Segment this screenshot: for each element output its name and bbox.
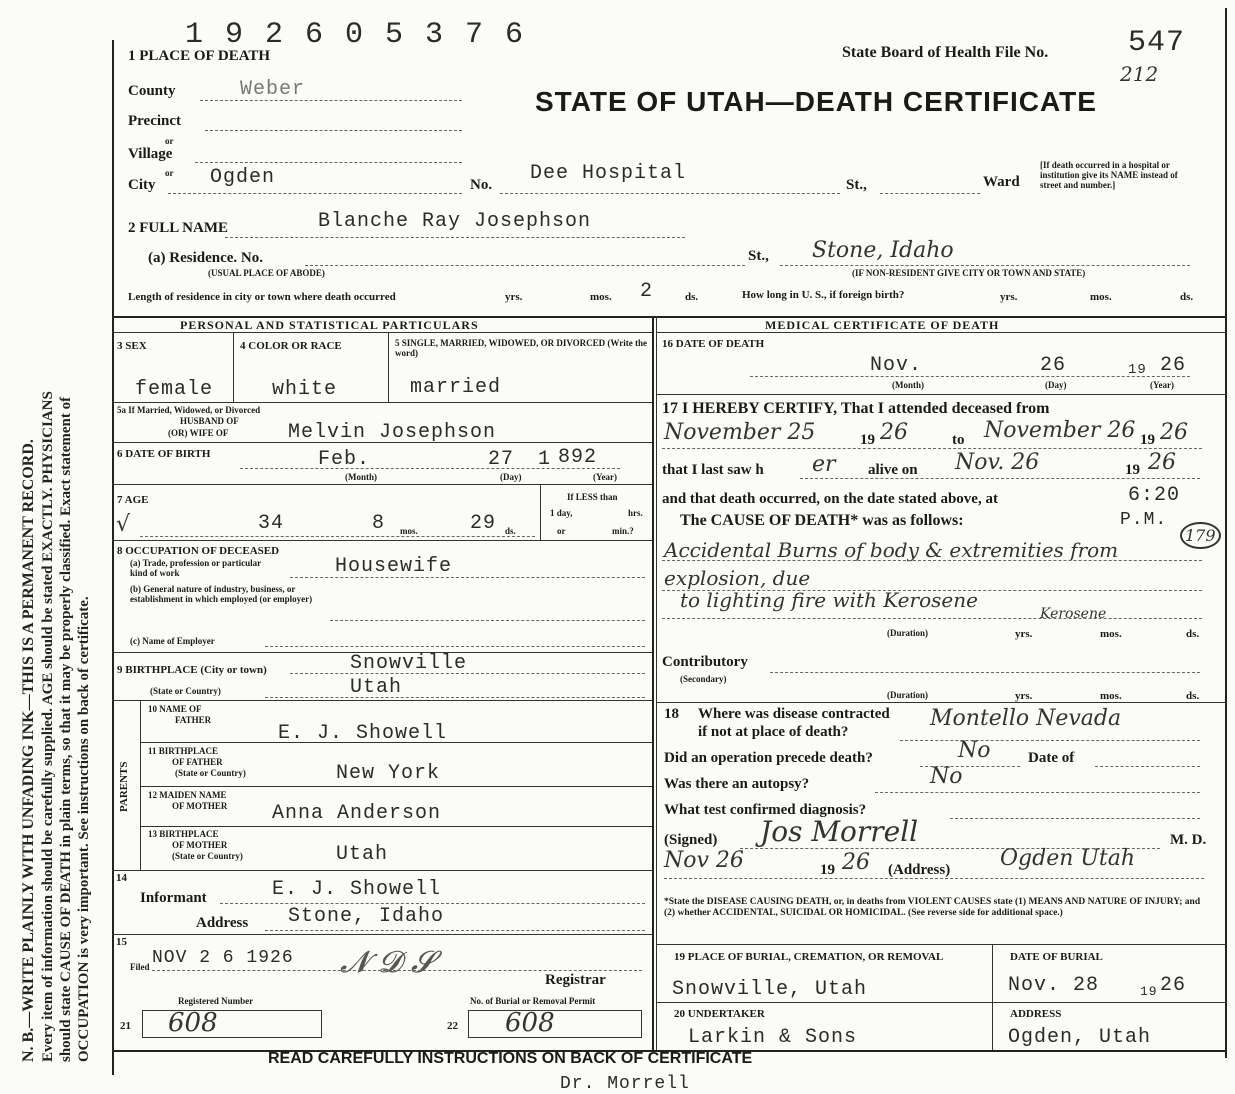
undertaker-address-value: Ogden, Utah [1008, 1026, 1152, 1049]
ward-label: Ward [983, 174, 1020, 190]
place-of-death-label: 1 PLACE OF DEATH [128, 48, 271, 64]
length-residence-label: Length of residence in city or town where death occurred [128, 291, 396, 303]
side-note-line2: Every item of information should be carefully supplied. AGE should be stated EXACTLY. PHYSICIANS [40, 391, 56, 1062]
informant-address-value: Stone, Idaho [288, 905, 445, 928]
file-sub-number: 212 [1120, 62, 1159, 86]
age-ds-label: ds. [505, 526, 516, 536]
residence-sub: (USUAL PLACE OF ABODE) [208, 268, 325, 278]
or-label: or [557, 526, 566, 536]
birthplace-state-label: (State or Country) [150, 686, 221, 696]
county-value: Weber [240, 78, 306, 101]
operation-label: Did an operation precede death? [664, 750, 873, 766]
dob-year-lbl: (Year) [593, 472, 617, 482]
physician-signature: Jos Morrell [760, 815, 919, 848]
undertaker-label: 20 UNDERTAKER [674, 1008, 765, 1020]
dob-month: Feb. [318, 448, 371, 471]
lessthan-1: If LESS than [567, 492, 618, 502]
informant-address-label: Address [196, 915, 249, 931]
burial-index: 22 [447, 1020, 458, 1032]
autopsy-value: No [930, 764, 963, 789]
lastsaw-suffix: er [812, 452, 836, 477]
sex-value: female [135, 378, 214, 401]
dod-day: 26 [1040, 354, 1067, 377]
spouse-label-1: 5a If Married, Widowed, or Divorced [117, 405, 261, 415]
mother-label-1: 12 MAIDEN NAME [148, 790, 227, 800]
burial-place-value: Snowville, Utah [672, 978, 868, 1001]
residence-mos-value: 2 [640, 280, 654, 303]
undertaker-value: Larkin & Sons [688, 1026, 858, 1049]
side-note-line4: OCCUPATION is very important. See instructions on back of certificate. [76, 596, 92, 1062]
operation-value: No [958, 738, 991, 763]
hospital-value: Dee Hospital [530, 162, 687, 185]
footer-doctor: Dr. Morrell [560, 1074, 690, 1094]
ds-label: ds. [685, 291, 699, 303]
dob-month-lbl: (Month) [345, 472, 377, 482]
signed-label: (Signed) [664, 832, 718, 848]
filed-num: 15 [116, 936, 127, 948]
cause-code: 179 [1180, 522, 1221, 549]
dod-month: Nov. [870, 354, 923, 377]
contributory-label: Contributory [662, 654, 748, 670]
spouse-value: Melvin Josephson [288, 421, 497, 444]
mos-lbl-2: mos. [1100, 690, 1122, 702]
us-label: How long in U. S., if foreign birth? [742, 289, 905, 301]
age-years: 34 [258, 512, 285, 535]
burial-num-label: No. of Burial or Removal Permit [470, 996, 596, 1006]
lessthan-2: 1 day, [550, 508, 573, 518]
to-year-prefix: 19 [1140, 432, 1155, 448]
alive-year: 26 [1148, 450, 1176, 475]
father-value: E. J. Showell [278, 722, 448, 745]
dod-year: 26 [1160, 354, 1187, 377]
cause-label: The CAUSE OF DEATH* was as follows: [680, 512, 964, 529]
file-label: State Board of Health File No. [842, 44, 1049, 61]
city-value: Ogden [210, 166, 276, 189]
mos-lbl-1: mos. [1100, 628, 1122, 640]
death-time: 6:20 [1128, 484, 1181, 507]
secondary-label: (Secondary) [680, 674, 727, 684]
employer-label: (c) Name of Employer [130, 636, 215, 646]
father-bp-label-1: 11 BIRTHPLACE [148, 746, 218, 756]
full-name-label: 2 FULL NAME [128, 220, 229, 236]
ds-lbl-1: ds. [1186, 628, 1200, 640]
nonresident-note: (IF NON-RESIDENT GIVE CITY OR TOWN AND STATE) [852, 268, 1086, 278]
date-of-label: Date of [1028, 750, 1075, 766]
min-label: min.? [612, 526, 634, 536]
burial-date-label: DATE OF BURIAL [1010, 951, 1103, 963]
duration-lbl-2: (Duration) [887, 690, 928, 700]
to-year: 26 [1160, 420, 1188, 445]
mother-bp-value: Utah [336, 843, 389, 866]
q18-label-1: Where was disease contracted [698, 706, 890, 722]
signed-date: Nov 26 [664, 848, 744, 873]
dob-day-lbl: (Day) [500, 472, 522, 482]
dod-label: 16 DATE OF DEATH [662, 338, 765, 350]
age-months: 8 [372, 512, 386, 535]
burial-permit-number: 608 [505, 1008, 555, 1038]
color-value: white [272, 378, 338, 401]
alive-on: Nov. 26 [955, 450, 1040, 475]
side-note-line3: should state CAUSE OF DEATH in plain terms, so that it may be properly classified. Exact statement of [58, 396, 74, 1062]
dod-day-lbl: (Day) [1045, 380, 1067, 390]
father-bp-label-2: OF FATHER [172, 757, 223, 767]
from-year-prefix: 19 [860, 432, 875, 448]
certificate-title: STATE OF UTAH—DEATH CERTIFICATE [535, 86, 1097, 117]
father-bp-label-3: (State or Country) [175, 768, 246, 778]
informant-value: E. J. Showell [272, 878, 442, 901]
full-name-value: Blanche Ray Josephson [318, 210, 592, 233]
yrs-lbl-2: yrs. [1015, 690, 1033, 702]
yrs-label-2: yrs. [1000, 291, 1018, 303]
sex-label: 3 SEX [117, 340, 147, 352]
attended-to: November 26 [984, 418, 1136, 443]
village-label: Village [128, 146, 173, 162]
medical-header: MEDICAL CERTIFICATE OF DEATH [765, 318, 1000, 332]
dod-year-lbl: (Year) [1150, 380, 1174, 390]
duration-lbl-1: (Duration) [887, 628, 928, 638]
mos-label: mos. [590, 291, 612, 303]
mother-value: Anna Anderson [272, 802, 442, 825]
mother-label-2: OF MOTHER [172, 801, 228, 811]
dob-label: 6 DATE OF BIRTH [117, 448, 211, 460]
occupation-label-a: (a) Trade, profession or particular kind of work [130, 558, 261, 578]
q18-label-2: if not at place of death? [698, 724, 849, 740]
serial-number: 1 9 2 6 0 5 3 7 6 [185, 18, 526, 52]
signed-year-prefix: 19 [820, 862, 835, 878]
occupation-label-b: (b) General nature of industry, business, or establishment in which employed (or employer) [130, 584, 313, 604]
q18-value: Montello Nevada [930, 706, 1122, 731]
from-year: 26 [880, 420, 908, 445]
burial-place-label: 19 PLACE OF BURIAL, CREMATION, OR REMOVAL [674, 951, 944, 963]
occupation-value: Housewife [335, 555, 453, 578]
marital-value: married [410, 376, 502, 399]
reg-index: 21 [120, 1020, 131, 1032]
age-check: √ [116, 512, 131, 537]
father-bp-value: New York [336, 762, 441, 785]
informant-label: Informant [140, 890, 207, 906]
autopsy-label: Was there an autopsy? [664, 776, 810, 792]
registrar-signature: 𝓝 𝓓 𝓢 [340, 945, 435, 980]
reg-num-label: Registered Number [178, 996, 254, 1006]
registered-number: 608 [168, 1008, 218, 1038]
cause-line-2: to lighting fire with Kerosene [680, 588, 978, 612]
q18-num: 18 [664, 706, 679, 722]
ward-note: [If death occurred in a hospital or institution give its NAME instead of street and number.] [1040, 160, 1178, 190]
dob-day: 27 [488, 448, 515, 471]
filed-value: NOV 2 6 1926 [152, 948, 294, 968]
city-label: City [128, 177, 156, 193]
cause-line-1: Accidental Burns of body & extremities from explosion, due [664, 538, 1119, 590]
side-note-line1: N. B.—WRITE PLAINLY WITH UNFADING INK—THIS IS A PERMANENT RECORD. [20, 439, 37, 1062]
color-label: 4 COLOR OR RACE [240, 340, 342, 352]
physician-address: Ogden Utah [1000, 846, 1136, 871]
precinct-label: Precinct [128, 113, 182, 129]
residence-label: (a) Residence. No. [148, 250, 263, 266]
dod-month-lbl: (Month) [892, 380, 924, 390]
alive-label: alive on [868, 462, 918, 478]
alive-year-prefix: 19 [1125, 462, 1140, 478]
hrs-label: hrs. [628, 508, 643, 518]
ds-lbl-2: ds. [1186, 690, 1200, 702]
cause-line-3: Kerosene [1040, 606, 1107, 622]
undertaker-address-label: ADDRESS [1010, 1008, 1062, 1020]
father-label-2: FATHER [175, 715, 212, 725]
dob-year: 892 [558, 446, 598, 469]
birthplace-city: Snowville [350, 652, 468, 675]
residence-st-label: St., [748, 248, 769, 264]
informant-num: 14 [116, 872, 127, 884]
father-label-1: 10 NAME OF [148, 704, 202, 714]
footer-instructions: READ CAREFULLY INSTRUCTIONS ON BACK OF CERTIFICATE [268, 1050, 753, 1067]
birthplace-state: Utah [350, 676, 403, 699]
marital-label: 5 SINGLE, MARRIED, WIDOWED, OR DIVORCED (Write the word) [395, 338, 647, 358]
filed-label: Filed [130, 962, 150, 972]
yrs-lbl-1: yrs. [1015, 628, 1033, 640]
residence-city-value: Stone, Idaho [812, 238, 954, 263]
signed-year: 26 [842, 850, 870, 875]
spouse-label-2: HUSBAND OF [180, 416, 239, 426]
lastsaw-label: that I last saw h [662, 462, 764, 478]
age-mos-label: mos. [400, 526, 418, 536]
to-label: to [952, 432, 965, 448]
burial-year-value: 26 [1160, 974, 1187, 997]
or-2: or [165, 168, 174, 178]
certify-text: 17 I HEREBY CERTIFY, That I attended deceased from [662, 400, 1050, 417]
birthplace-label: 9 BIRTHPLACE (City or town) [117, 664, 267, 676]
registrar-label: Registrar [545, 972, 606, 988]
mother-bp-label-1: 13 BIRTHPLACE [148, 829, 219, 839]
yrs-label: yrs. [505, 291, 523, 303]
mother-bp-label-2: OF MOTHER [172, 840, 228, 850]
st-label: St., [846, 177, 867, 193]
footnote: *State the DISEASE CAUSING DEATH, or, in deaths from VIOLENT CAUSES state (1) MEANS AND NATURE OF INJURY; and (2) whether ACCIDENTAL, SUICIDAL OR HOMICIDAL. (See reverse side for additional space.) [664, 897, 1201, 918]
md-label: M. D. [1170, 832, 1207, 848]
occupation-label: 8 OCCUPATION OF DECEASED [117, 545, 280, 557]
ds-label-2: ds. [1180, 291, 1194, 303]
age-label: 7 AGE [117, 494, 149, 506]
pm-value: P.M. [1120, 510, 1168, 530]
test-label: What test confirmed diagnosis? [664, 802, 867, 818]
file-number: 547 [1128, 26, 1186, 60]
no-label: No. [470, 177, 493, 193]
occurred-label: and that death occurred, on the date stated above, at [662, 491, 998, 507]
spouse-label-3: (OR) WIFE OF [168, 428, 229, 438]
burial-date-value: Nov. 28 [1008, 974, 1100, 997]
burial-year-prefix: 19 [1140, 984, 1158, 999]
county-label: County [128, 83, 176, 99]
age-days: 29 [470, 512, 497, 535]
attended-from: November 25 [664, 420, 816, 445]
mother-bp-label-3: (State or Country) [172, 851, 243, 861]
personal-header: PERSONAL AND STATISTICAL PARTICULARS [180, 318, 479, 332]
mos-label-2: mos. [1090, 291, 1112, 303]
dod-year-prefix: 19 [1128, 362, 1147, 378]
parents-label: PARENTS [118, 761, 130, 812]
dob-year-prefix: 1 [538, 448, 552, 471]
or-1: or [165, 136, 174, 146]
physician-address-label: (Address) [888, 862, 951, 878]
